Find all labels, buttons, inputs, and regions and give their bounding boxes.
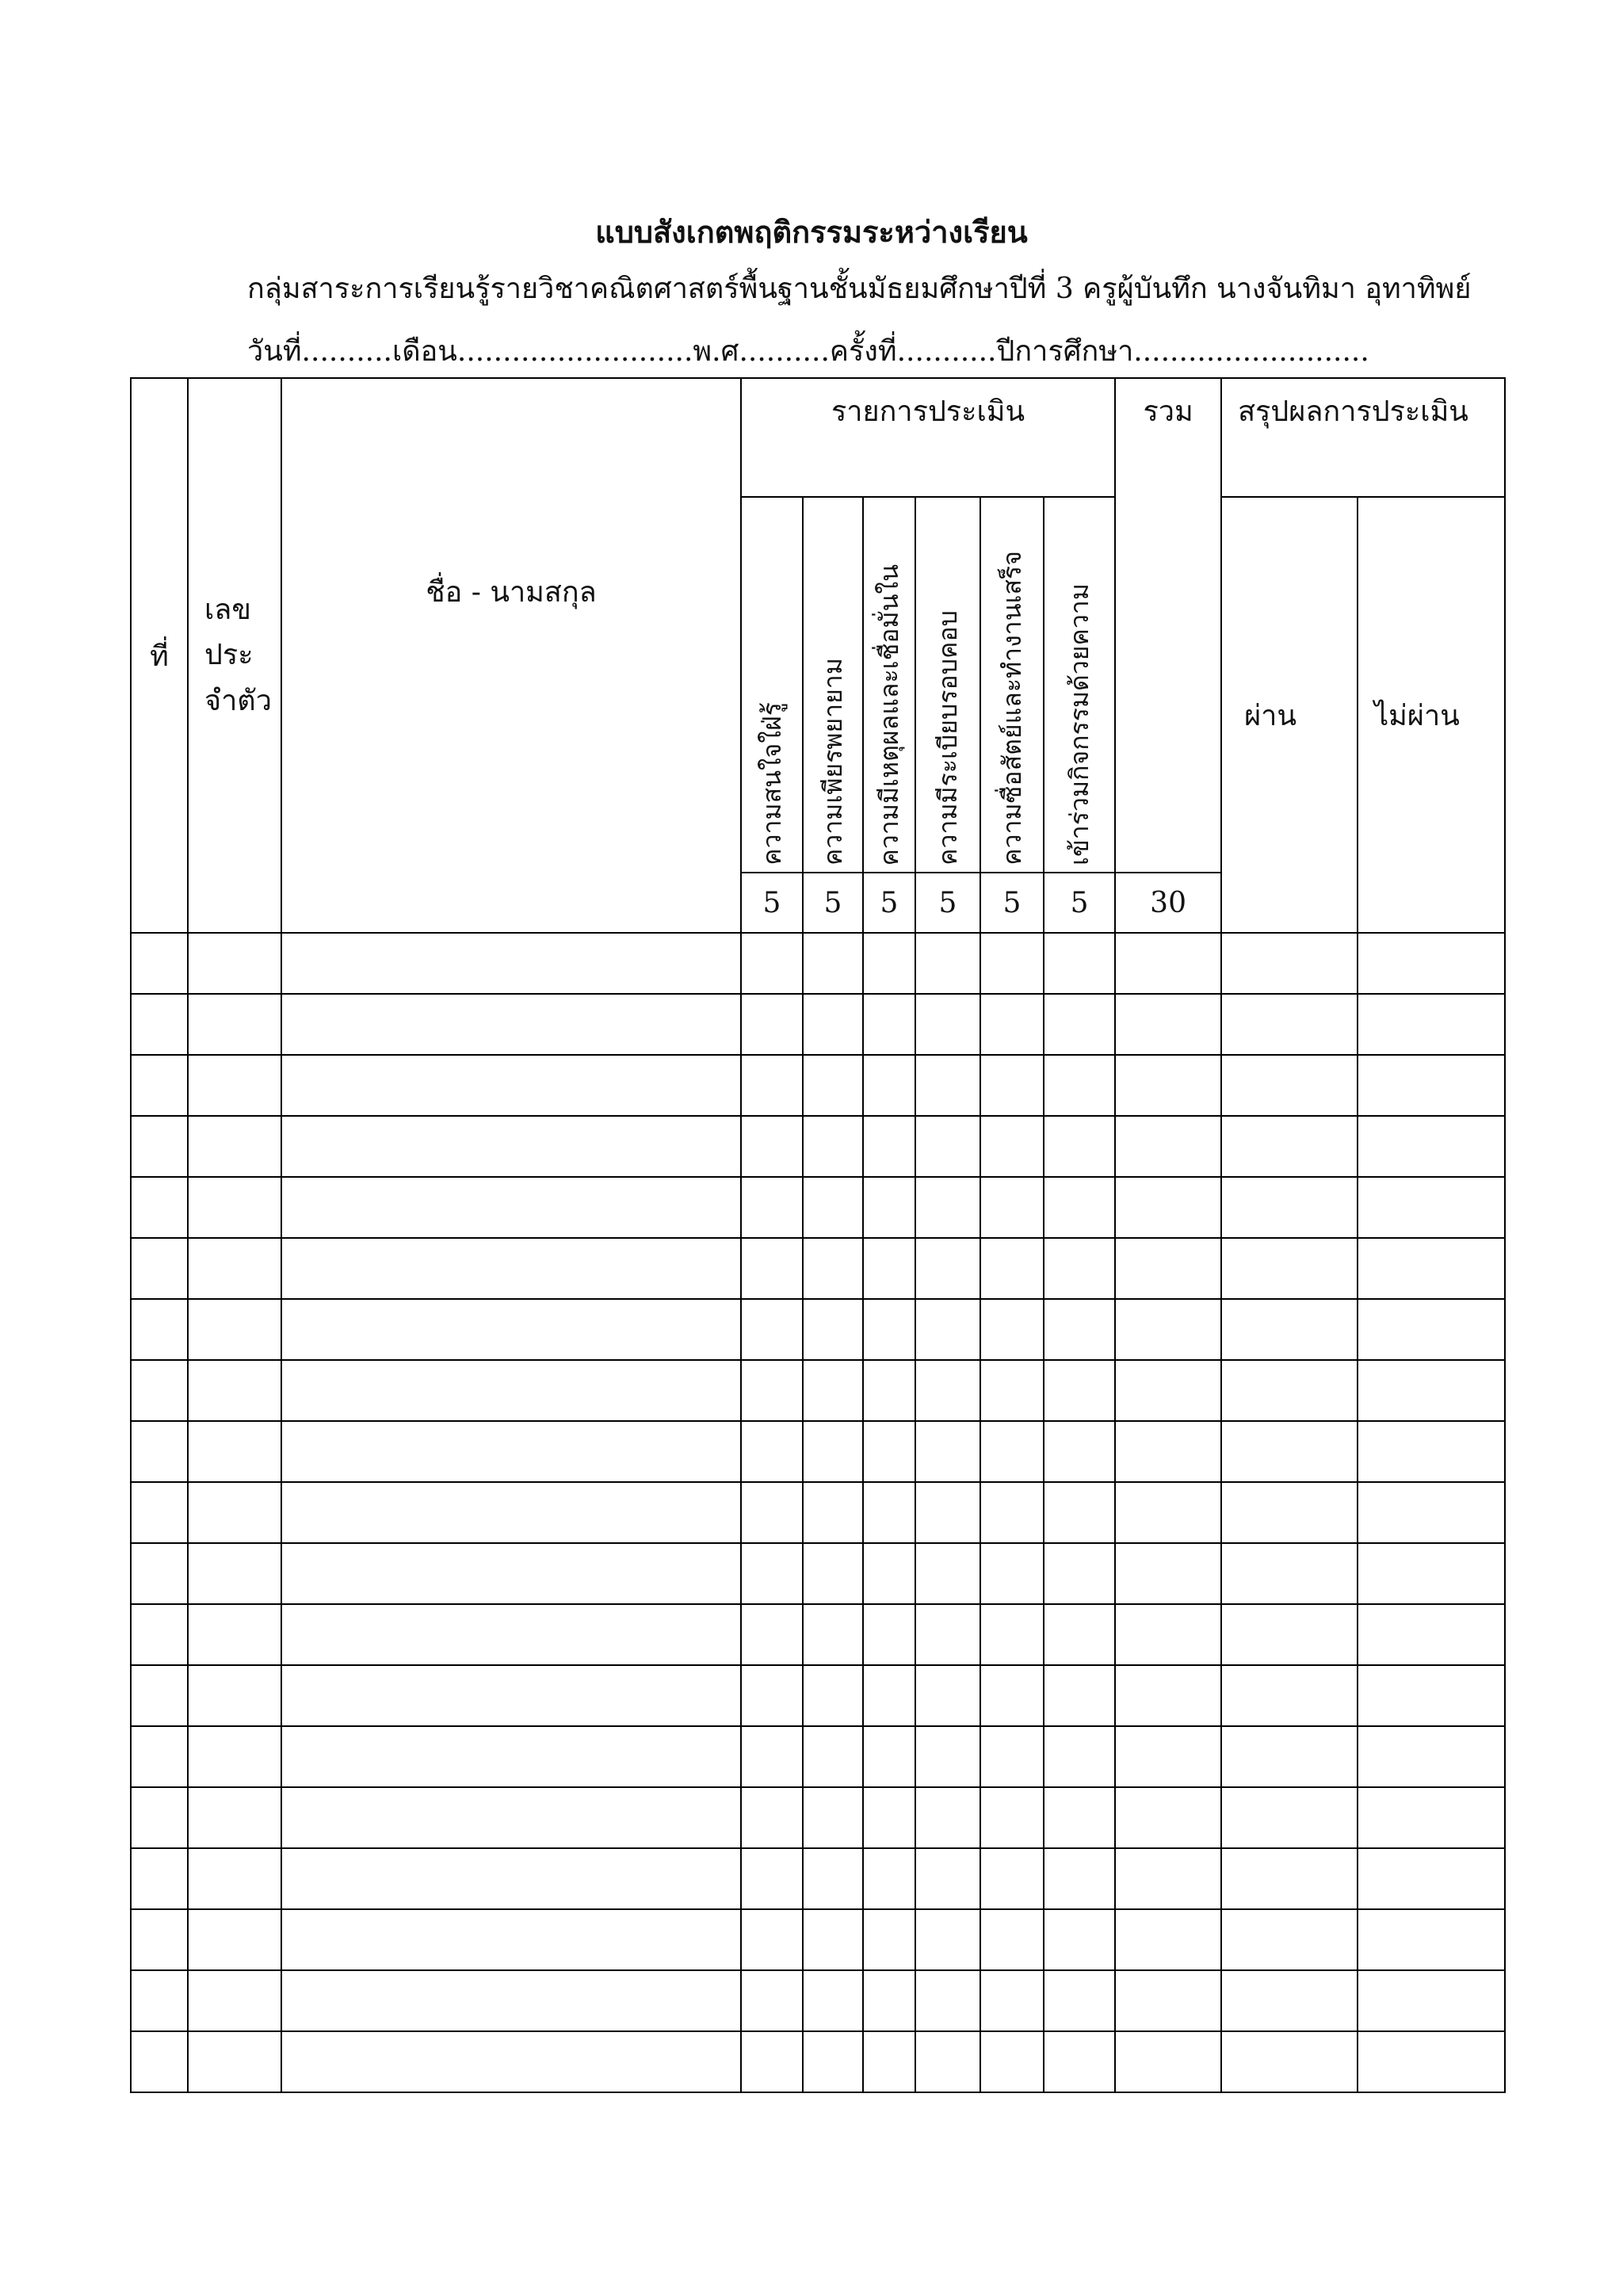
row-c5-cell[interactable] <box>980 1482 1044 1543</box>
header-fail: ไม่ผ่าน <box>1358 497 1505 933</box>
row-c6-cell[interactable] <box>1044 1116 1115 1177</box>
row-c2-cell[interactable] <box>803 1909 863 1970</box>
row-c5-cell[interactable] <box>980 1116 1044 1177</box>
row-c5-cell[interactable] <box>980 1970 1044 2031</box>
row-c3-cell[interactable] <box>863 1299 915 1360</box>
row-c1-cell[interactable] <box>741 1238 803 1299</box>
row-c4-cell[interactable] <box>915 1909 980 1970</box>
row-name-cell[interactable] <box>281 1909 741 1970</box>
row-fail-cell[interactable] <box>1358 1726 1505 1787</box>
row-c6-cell[interactable] <box>1044 1604 1115 1665</box>
row-id-cell[interactable] <box>188 1787 281 1848</box>
row-c4-cell[interactable] <box>915 1665 980 1726</box>
row-c5-cell[interactable] <box>980 1543 1044 1604</box>
row-total-cell[interactable] <box>1115 1299 1221 1360</box>
row-c5-cell[interactable] <box>980 1055 1044 1116</box>
row-name-cell[interactable] <box>281 1848 741 1909</box>
row-c1-cell[interactable] <box>741 1360 803 1421</box>
row-c4-cell[interactable] <box>915 1421 980 1482</box>
row-c4-cell[interactable] <box>915 1116 980 1177</box>
criterion-2-score: 5 <box>803 873 863 933</box>
row-c5-cell[interactable] <box>980 1360 1044 1421</box>
row-total-cell[interactable] <box>1115 1848 1221 1909</box>
row-c4-cell[interactable] <box>915 1848 980 1909</box>
row-c6-cell[interactable] <box>1044 1055 1115 1116</box>
row-pass-cell[interactable] <box>1221 1848 1358 1909</box>
row-c6-cell[interactable] <box>1044 1665 1115 1726</box>
row-pass-cell[interactable] <box>1221 933 1358 994</box>
row-name-cell[interactable] <box>281 1726 741 1787</box>
row-fail-cell[interactable] <box>1358 1604 1505 1665</box>
row-c6-cell[interactable] <box>1044 1909 1115 1970</box>
row-id-cell[interactable] <box>188 1177 281 1238</box>
row-fail-cell[interactable] <box>1358 1421 1505 1482</box>
header-student-id-line-2: ประ <box>204 639 254 672</box>
row-no-cell[interactable] <box>131 1360 188 1421</box>
row-pass-cell[interactable] <box>1221 1116 1358 1177</box>
date-line: วันที่..........เดือน..........................พ.ศ..........ครั้งที่...........ปีการศึกษา.......................... <box>247 335 1369 368</box>
table-row <box>131 1726 1505 1787</box>
table-row <box>131 1421 1505 1482</box>
row-c2-cell[interactable] <box>803 1055 863 1116</box>
row-total-cell[interactable] <box>1115 1055 1221 1116</box>
row-no-cell[interactable] <box>131 1055 188 1116</box>
row-c2-cell[interactable] <box>803 1360 863 1421</box>
row-c5-cell[interactable] <box>980 1726 1044 1787</box>
row-c6-cell[interactable] <box>1044 1238 1115 1299</box>
row-c5-cell[interactable] <box>980 2031 1044 2092</box>
row-id-cell[interactable] <box>188 1848 281 1909</box>
row-no-cell[interactable] <box>131 994 188 1055</box>
row-c3-cell[interactable] <box>863 1665 915 1726</box>
row-c3-cell[interactable] <box>863 933 915 994</box>
row-c6-cell[interactable] <box>1044 1482 1115 1543</box>
row-no-cell[interactable] <box>131 1482 188 1543</box>
row-no-cell[interactable] <box>131 1970 188 2031</box>
row-pass-cell[interactable] <box>1221 1787 1358 1848</box>
header-eval-group: รายการประเมิน <box>741 378 1115 497</box>
table-row <box>131 994 1505 1055</box>
row-c3-cell[interactable] <box>863 1604 915 1665</box>
row-id-cell[interactable] <box>188 1299 281 1360</box>
row-name-cell[interactable] <box>281 1360 741 1421</box>
row-no-cell[interactable] <box>131 1238 188 1299</box>
row-c2-cell[interactable] <box>803 1177 863 1238</box>
row-fail-cell[interactable] <box>1358 1482 1505 1543</box>
row-pass-cell[interactable] <box>1221 1482 1358 1543</box>
row-c2-cell[interactable] <box>803 1421 863 1482</box>
row-name-cell[interactable] <box>281 1421 741 1482</box>
criterion-1-label: ความสนใจใฝ่รู้ <box>757 702 787 865</box>
row-c4-cell[interactable] <box>915 2031 980 2092</box>
row-c3-cell[interactable] <box>863 994 915 1055</box>
row-name-cell[interactable] <box>281 1482 741 1543</box>
row-id-cell[interactable] <box>188 933 281 994</box>
row-id-cell[interactable] <box>188 2031 281 2092</box>
row-fail-cell[interactable] <box>1358 1909 1505 1970</box>
observation-table <box>130 377 1506 2093</box>
row-total-cell[interactable] <box>1115 1421 1221 1482</box>
row-c4-cell[interactable] <box>915 1970 980 2031</box>
total-score: 30 <box>1115 873 1221 933</box>
row-c1-cell[interactable] <box>741 1055 803 1116</box>
row-c3-cell[interactable] <box>863 1116 915 1177</box>
row-no-cell[interactable] <box>131 1665 188 1726</box>
row-fail-cell[interactable] <box>1358 1116 1505 1177</box>
row-total-cell[interactable] <box>1115 1787 1221 1848</box>
row-c6-cell[interactable] <box>1044 1787 1115 1848</box>
row-fail-cell[interactable] <box>1358 1543 1505 1604</box>
row-id-cell[interactable] <box>188 1116 281 1177</box>
row-pass-cell[interactable] <box>1221 1970 1358 2031</box>
row-c2-cell[interactable] <box>803 1604 863 1665</box>
criterion-5 <box>980 497 1044 873</box>
row-c4-cell[interactable] <box>915 1482 980 1543</box>
row-no-cell[interactable] <box>131 1848 188 1909</box>
row-id-cell[interactable] <box>188 1970 281 2031</box>
row-c4-cell[interactable] <box>915 1543 980 1604</box>
row-c1-cell[interactable] <box>741 2031 803 2092</box>
table-row <box>131 1604 1505 1665</box>
row-c1-cell[interactable] <box>741 933 803 994</box>
row-no-cell[interactable] <box>131 1299 188 1360</box>
row-c1-cell[interactable] <box>741 1421 803 1482</box>
row-no-cell[interactable] <box>131 1421 188 1482</box>
row-total-cell[interactable] <box>1115 2031 1221 2092</box>
criterion-6 <box>1044 497 1115 873</box>
row-fail-cell[interactable] <box>1358 1848 1505 1909</box>
row-c1-cell[interactable] <box>741 1116 803 1177</box>
row-c6-cell[interactable] <box>1044 1299 1115 1360</box>
row-pass-cell[interactable] <box>1221 1177 1358 1238</box>
row-c3-cell[interactable] <box>863 1970 915 2031</box>
row-c1-cell[interactable] <box>741 1787 803 1848</box>
table-row <box>131 1055 1505 1116</box>
row-name-cell[interactable] <box>281 933 741 994</box>
row-name-cell[interactable] <box>281 1299 741 1360</box>
row-c1-cell[interactable] <box>741 1543 803 1604</box>
row-c4-cell[interactable] <box>915 1726 980 1787</box>
criterion-4-label: ความมีระเบียบรอบคอบ <box>933 610 963 865</box>
table-row <box>131 1360 1505 1421</box>
row-name-cell[interactable] <box>281 2031 741 2092</box>
row-c3-cell[interactable] <box>863 2031 915 2092</box>
header-summary: สรุปผลการประเมิน <box>1221 378 1505 497</box>
row-c1-cell[interactable] <box>741 1909 803 1970</box>
row-c3-cell[interactable] <box>863 1482 915 1543</box>
row-id-cell[interactable] <box>188 1665 281 1726</box>
row-c5-cell[interactable] <box>980 1848 1044 1909</box>
row-id-cell[interactable] <box>188 1238 281 1299</box>
criterion-1 <box>741 497 803 873</box>
row-c2-cell[interactable] <box>803 994 863 1055</box>
row-c1-cell[interactable] <box>741 1482 803 1543</box>
header-name: ชื่อ - นามสกุล <box>281 378 741 933</box>
row-c5-cell[interactable] <box>980 1604 1044 1665</box>
row-c5-cell[interactable] <box>980 1665 1044 1726</box>
row-id-cell[interactable] <box>188 994 281 1055</box>
table-row <box>131 1665 1505 1726</box>
row-c6-cell[interactable] <box>1044 1177 1115 1238</box>
table-row <box>131 1909 1505 1970</box>
row-no-cell[interactable] <box>131 1787 188 1848</box>
row-pass-cell[interactable] <box>1221 1360 1358 1421</box>
table-row <box>131 933 1505 994</box>
row-c4-cell[interactable] <box>915 933 980 994</box>
row-total-cell[interactable] <box>1115 1909 1221 1970</box>
table-row <box>131 1543 1505 1604</box>
row-name-cell[interactable] <box>281 1238 741 1299</box>
row-name-cell[interactable] <box>281 1970 741 2031</box>
row-total-cell[interactable] <box>1115 1482 1221 1543</box>
row-fail-cell[interactable] <box>1358 1970 1505 2031</box>
row-c4-cell[interactable] <box>915 1299 980 1360</box>
table-row <box>131 2031 1505 2092</box>
row-id-cell[interactable] <box>188 1055 281 1116</box>
row-pass-cell[interactable] <box>1221 1055 1358 1116</box>
row-fail-cell[interactable] <box>1358 1360 1505 1421</box>
row-c5-cell[interactable] <box>980 1787 1044 1848</box>
row-fail-cell[interactable] <box>1358 994 1505 1055</box>
row-c5-cell[interactable] <box>980 994 1044 1055</box>
row-total-cell[interactable] <box>1115 1116 1221 1177</box>
table-row <box>131 1787 1505 1848</box>
header-student-id <box>188 378 281 933</box>
row-no-cell[interactable] <box>131 2031 188 2092</box>
row-pass-cell[interactable] <box>1221 1299 1358 1360</box>
table-row <box>131 1116 1505 1177</box>
row-c1-cell[interactable] <box>741 1726 803 1787</box>
row-fail-cell[interactable] <box>1358 933 1505 994</box>
row-pass-cell[interactable] <box>1221 1909 1358 1970</box>
header-total: รวม <box>1115 378 1221 873</box>
row-c1-cell[interactable] <box>741 1970 803 2031</box>
row-c3-cell[interactable] <box>863 1909 915 1970</box>
row-c2-cell[interactable] <box>803 1543 863 1604</box>
criterion-6-score: 5 <box>1044 873 1115 933</box>
row-c3-cell[interactable] <box>863 1848 915 1909</box>
row-no-cell[interactable] <box>131 1726 188 1787</box>
header-student-id-line-1: เลข <box>204 593 251 626</box>
table-row <box>131 1482 1505 1543</box>
row-c2-cell[interactable] <box>803 1848 863 1909</box>
row-c2-cell[interactable] <box>803 2031 863 2092</box>
criterion-6-label: เข้าร่วมกิจกรรมด้วยความ <box>1064 583 1095 865</box>
row-c6-cell[interactable] <box>1044 1848 1115 1909</box>
criterion-3-label: ความมีเหตุผลและเชื่อมั่นใน <box>874 563 904 865</box>
row-id-cell[interactable] <box>188 1909 281 1970</box>
row-pass-cell[interactable] <box>1221 1604 1358 1665</box>
row-id-cell[interactable] <box>188 1482 281 1543</box>
row-c5-cell[interactable] <box>980 1909 1044 1970</box>
row-c2-cell[interactable] <box>803 1787 863 1848</box>
row-c3-cell[interactable] <box>863 1238 915 1299</box>
row-total-cell[interactable] <box>1115 1604 1221 1665</box>
row-c4-cell[interactable] <box>915 1604 980 1665</box>
criterion-2-label: ความเพียรพยายาม <box>818 657 848 865</box>
row-c2-cell[interactable] <box>803 1299 863 1360</box>
row-total-cell[interactable] <box>1115 1665 1221 1726</box>
row-id-cell[interactable] <box>188 1604 281 1665</box>
row-c4-cell[interactable] <box>915 1177 980 1238</box>
row-total-cell[interactable] <box>1115 1726 1221 1787</box>
row-name-cell[interactable] <box>281 1787 741 1848</box>
row-c2-cell[interactable] <box>803 933 863 994</box>
table-row <box>131 1848 1505 1909</box>
row-c1-cell[interactable] <box>741 1665 803 1726</box>
row-fail-cell[interactable] <box>1358 2031 1505 2092</box>
criterion-5-score: 5 <box>980 873 1044 933</box>
row-c6-cell[interactable] <box>1044 1543 1115 1604</box>
row-name-cell[interactable] <box>281 1543 741 1604</box>
criterion-4 <box>915 497 980 873</box>
criterion-1-score: 5 <box>741 873 803 933</box>
header-student-id-line-3: จำตัว <box>204 684 272 717</box>
row-pass-cell[interactable] <box>1221 1238 1358 1299</box>
row-c5-cell[interactable] <box>980 933 1044 994</box>
row-total-cell[interactable] <box>1115 1970 1221 2031</box>
row-c5-cell[interactable] <box>980 1421 1044 1482</box>
table-row <box>131 1970 1505 2031</box>
row-c3-cell[interactable] <box>863 1055 915 1116</box>
criterion-3 <box>863 497 915 873</box>
row-name-cell[interactable] <box>281 1665 741 1726</box>
row-c5-cell[interactable] <box>980 1299 1044 1360</box>
row-c4-cell[interactable] <box>915 1360 980 1421</box>
row-c1-cell[interactable] <box>741 994 803 1055</box>
row-total-cell[interactable] <box>1115 933 1221 994</box>
row-c4-cell[interactable] <box>915 1787 980 1848</box>
row-c3-cell[interactable] <box>863 1543 915 1604</box>
row-c1-cell[interactable] <box>741 1177 803 1238</box>
row-c1-cell[interactable] <box>741 1604 803 1665</box>
table-row <box>131 1177 1505 1238</box>
row-total-cell[interactable] <box>1115 1360 1221 1421</box>
row-c1-cell[interactable] <box>741 1299 803 1360</box>
row-c6-cell[interactable] <box>1044 2031 1115 2092</box>
row-c6-cell[interactable] <box>1044 933 1115 994</box>
row-no-cell[interactable] <box>131 1116 188 1177</box>
row-pass-cell[interactable] <box>1221 1543 1358 1604</box>
row-no-cell[interactable] <box>131 1909 188 1970</box>
row-pass-cell[interactable] <box>1221 2031 1358 2092</box>
form-title: แบบสังเกตพฤติกรรมระหว่างเรียน <box>595 214 1028 250</box>
row-id-cell[interactable] <box>188 1543 281 1604</box>
row-fail-cell[interactable] <box>1358 1238 1505 1299</box>
row-name-cell[interactable] <box>281 1604 741 1665</box>
row-c5-cell[interactable] <box>980 1238 1044 1299</box>
row-total-cell[interactable] <box>1115 1238 1221 1299</box>
row-c2-cell[interactable] <box>803 1116 863 1177</box>
row-id-cell[interactable] <box>188 1726 281 1787</box>
row-no-cell[interactable] <box>131 1543 188 1604</box>
row-c3-cell[interactable] <box>863 1726 915 1787</box>
criterion-3-score: 5 <box>863 873 915 933</box>
row-c5-cell[interactable] <box>980 1177 1044 1238</box>
row-total-cell[interactable] <box>1115 1177 1221 1238</box>
row-name-cell[interactable] <box>281 1055 741 1116</box>
row-no-cell[interactable] <box>131 933 188 994</box>
row-pass-cell[interactable] <box>1221 1421 1358 1482</box>
row-c4-cell[interactable] <box>915 994 980 1055</box>
row-pass-cell[interactable] <box>1221 994 1358 1055</box>
criterion-4-score: 5 <box>915 873 980 933</box>
header-pass: ผ่าน <box>1221 497 1358 933</box>
criterion-2 <box>803 497 863 873</box>
row-name-cell[interactable] <box>281 1177 741 1238</box>
table-row <box>131 1238 1505 1299</box>
row-no-cell[interactable] <box>131 1177 188 1238</box>
row-c4-cell[interactable] <box>915 1238 980 1299</box>
row-c3-cell[interactable] <box>863 1787 915 1848</box>
row-fail-cell[interactable] <box>1358 1665 1505 1726</box>
row-fail-cell[interactable] <box>1358 1787 1505 1848</box>
row-c3-cell[interactable] <box>863 1177 915 1238</box>
row-c2-cell[interactable] <box>803 1482 863 1543</box>
form-subtitle: กลุ่มสาระการเรียนรู้รายวิชาคณิตศาสตร์พื้นฐานชั้นมัธยมศึกษาปีที่ 3 ครูผู้บันทึก นางจันทิมา อุทาทิพย์ <box>247 273 1472 305</box>
row-id-cell[interactable] <box>188 1360 281 1421</box>
row-c6-cell[interactable] <box>1044 1360 1115 1421</box>
row-c2-cell[interactable] <box>803 1726 863 1787</box>
row-c2-cell[interactable] <box>803 1970 863 2031</box>
row-c6-cell[interactable] <box>1044 994 1115 1055</box>
row-name-cell[interactable] <box>281 1116 741 1177</box>
row-c3-cell[interactable] <box>863 1360 915 1421</box>
row-c6-cell[interactable] <box>1044 1421 1115 1482</box>
header-no: ที่ <box>131 378 188 933</box>
row-pass-cell[interactable] <box>1221 1726 1358 1787</box>
row-c2-cell[interactable] <box>803 1238 863 1299</box>
row-c6-cell[interactable] <box>1044 1970 1115 2031</box>
row-pass-cell[interactable] <box>1221 1665 1358 1726</box>
row-c2-cell[interactable] <box>803 1665 863 1726</box>
row-fail-cell[interactable] <box>1358 1299 1505 1360</box>
row-c4-cell[interactable] <box>915 1055 980 1116</box>
row-id-cell[interactable] <box>188 1421 281 1482</box>
row-total-cell[interactable] <box>1115 994 1221 1055</box>
row-name-cell[interactable] <box>281 994 741 1055</box>
table-row <box>131 1299 1505 1360</box>
row-c1-cell[interactable] <box>741 1848 803 1909</box>
row-fail-cell[interactable] <box>1358 1055 1505 1116</box>
row-fail-cell[interactable] <box>1358 1177 1505 1238</box>
row-c3-cell[interactable] <box>863 1421 915 1482</box>
row-total-cell[interactable] <box>1115 1543 1221 1604</box>
criterion-5-label: ความซื่อสัตย์และทำงานเสร็จ <box>997 551 1027 865</box>
row-no-cell[interactable] <box>131 1604 188 1665</box>
row-c6-cell[interactable] <box>1044 1726 1115 1787</box>
